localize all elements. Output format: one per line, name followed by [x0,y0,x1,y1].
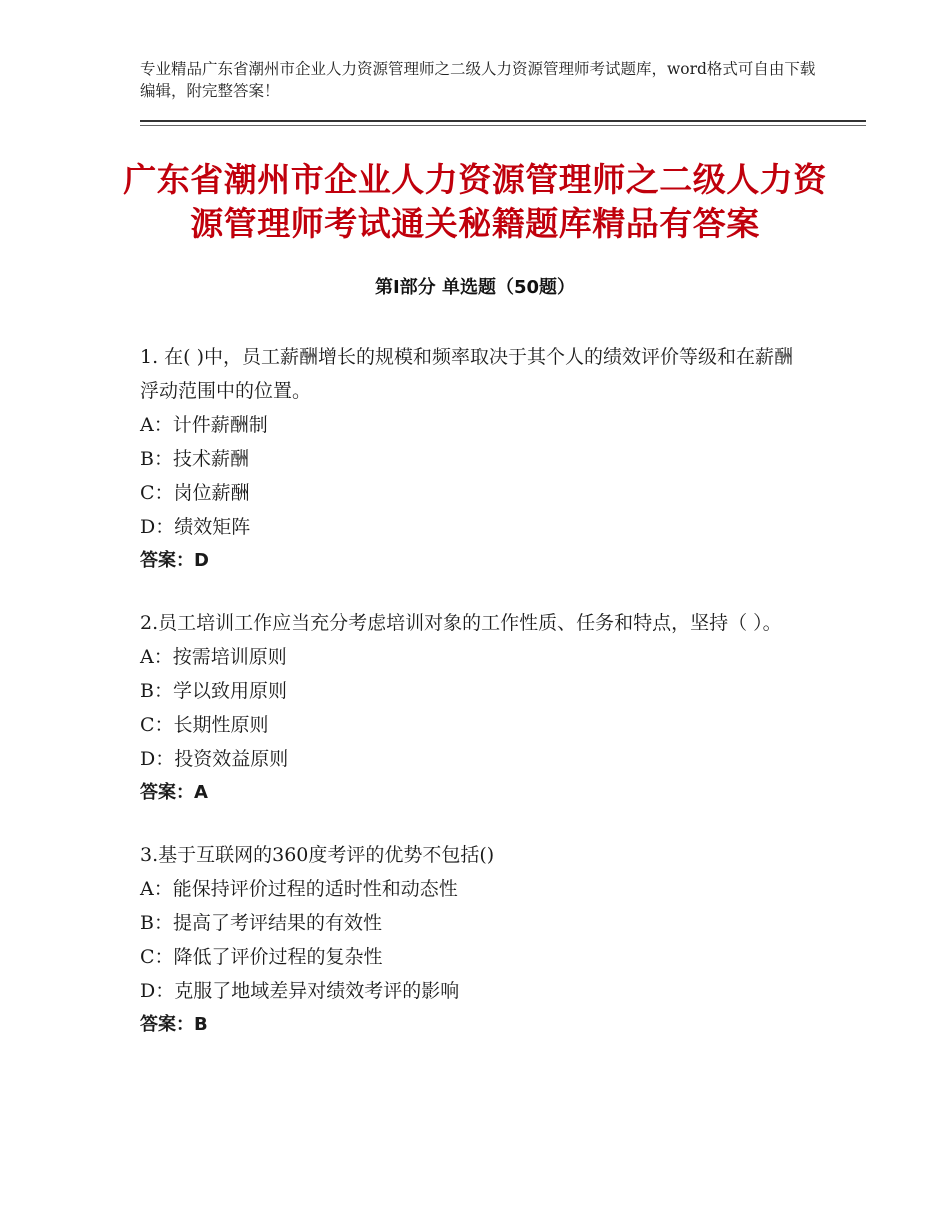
answer: 答案：B [140,1014,208,1035]
question-2 [140,606,800,810]
option-b: B：提高了考评结果的有效性 [140,912,382,934]
option-d: D：投资效益原则 [140,748,289,770]
question-text: 3.基于互联网的360度考评的优势不包括() [140,844,495,866]
option-a: A：计件薪酬制 [140,414,268,436]
option-c: C：长期性原则 [140,714,269,736]
option-a: A：按需培训原则 [140,646,287,668]
document-title: 广东省潮州市企业人力资源管理师之二级人力资源管理师考试通关秘籍题库精品有答案 [123,160,827,243]
option-b: B：学以致用原则 [140,680,287,702]
section-heading: 第Ⅰ部分 单选题（50题） [374,277,575,298]
option-b: B：技术薪酬 [140,448,249,470]
answer: 答案：A [140,782,208,803]
question-list [140,340,800,1070]
header-note: 专业精品广东省潮州市企业人力资源管理师之二级人力资源管理师考试题库，word格式可自由下载编辑，附完整答案！ [140,60,816,100]
question-text: 1. 在( )中，员工薪酬增长的规模和频率取决于其个人的绩效评价等级和在薪酬浮动范围中的位置。 [140,346,794,402]
option-d: D：克服了地域差异对绩效考评的影响 [140,980,460,1002]
question-text: 2.员工培训工作应当充分考虑培训对象的工作性质、任务和特点，坚持（ ）。 [140,612,782,634]
header-divider-thick [140,120,866,122]
question-3 [140,838,800,1042]
option-c: C：降低了评价过程的复杂性 [140,946,383,968]
option-d: D：绩效矩阵 [140,516,251,538]
option-a: A：能保持评价过程的适时性和动态性 [140,878,458,900]
option-c: C：岗位薪酬 [140,482,250,504]
header-divider-thin [140,125,866,126]
question-1 [140,340,800,578]
answer: 答案：D [140,550,209,571]
